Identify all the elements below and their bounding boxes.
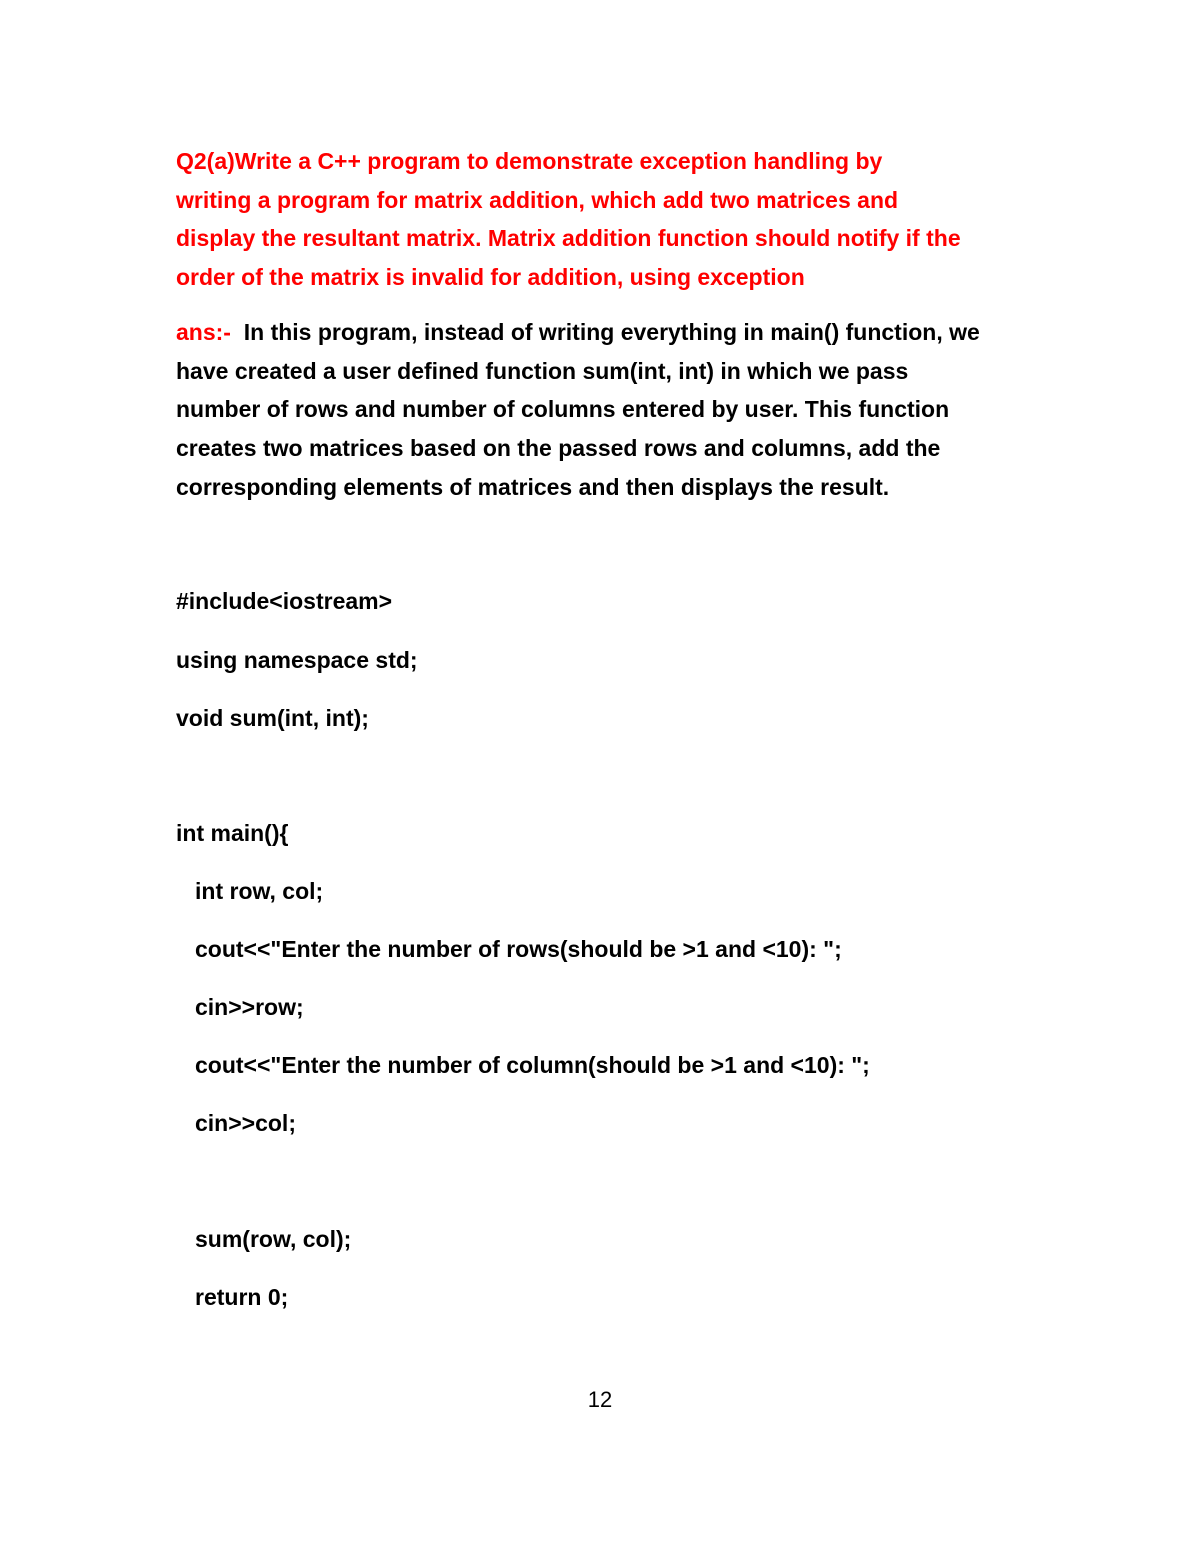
code-line-return: return 0; — [195, 1284, 289, 1310]
answer-line: have created a user defined function sum(int, int) in which we pass — [176, 357, 909, 384]
page-number: 12 — [587, 1387, 613, 1412]
code-line-prototype: void sum(int, int); — [176, 705, 369, 731]
answer-line: In this program, instead of writing everything in main() function, we — [230, 319, 980, 345]
answer-label: ans:- — [176, 319, 231, 345]
question-line: writing a program for matrix addition, which add two matrices and — [176, 186, 899, 213]
code-line-main: int main(){ — [176, 820, 289, 846]
code-line-include: #include<iostream> — [176, 588, 393, 614]
question-line: display the resultant matrix. Matrix addition function should notify if the — [176, 225, 961, 252]
question-text — [176, 142, 1026, 297]
answer-line: corresponding elements of matrices and then displays the result. — [176, 473, 890, 500]
answer-line: creates two matrices based on the passed rows and columns, add the — [176, 435, 941, 462]
code-line-declare: int row, col; — [195, 878, 324, 904]
question-line: order of the matrix is invalid for addition, using exception — [176, 264, 805, 291]
code-line-read-cols: cin>>col; — [195, 1110, 296, 1136]
code-line-call-sum: sum(row, col); — [195, 1226, 352, 1252]
code-line-namespace: using namespace std; — [176, 647, 418, 673]
answer-paragraph — [176, 313, 1036, 507]
answer-first-line — [176, 313, 1036, 352]
question-line: Q2(a)Write a C++ program to demonstrate exception handling by — [176, 148, 883, 174]
code-line-prompt-rows: cout<<"Enter the number of rows(should be >1 and <10): "; — [195, 936, 842, 962]
answer-line: number of rows and number of columns entered by user. This function — [176, 396, 950, 423]
code-line-read-rows: cin>>row; — [195, 994, 304, 1020]
code-line-prompt-cols: cout<<"Enter the number of column(should be >1 and <10): "; — [195, 1052, 870, 1078]
